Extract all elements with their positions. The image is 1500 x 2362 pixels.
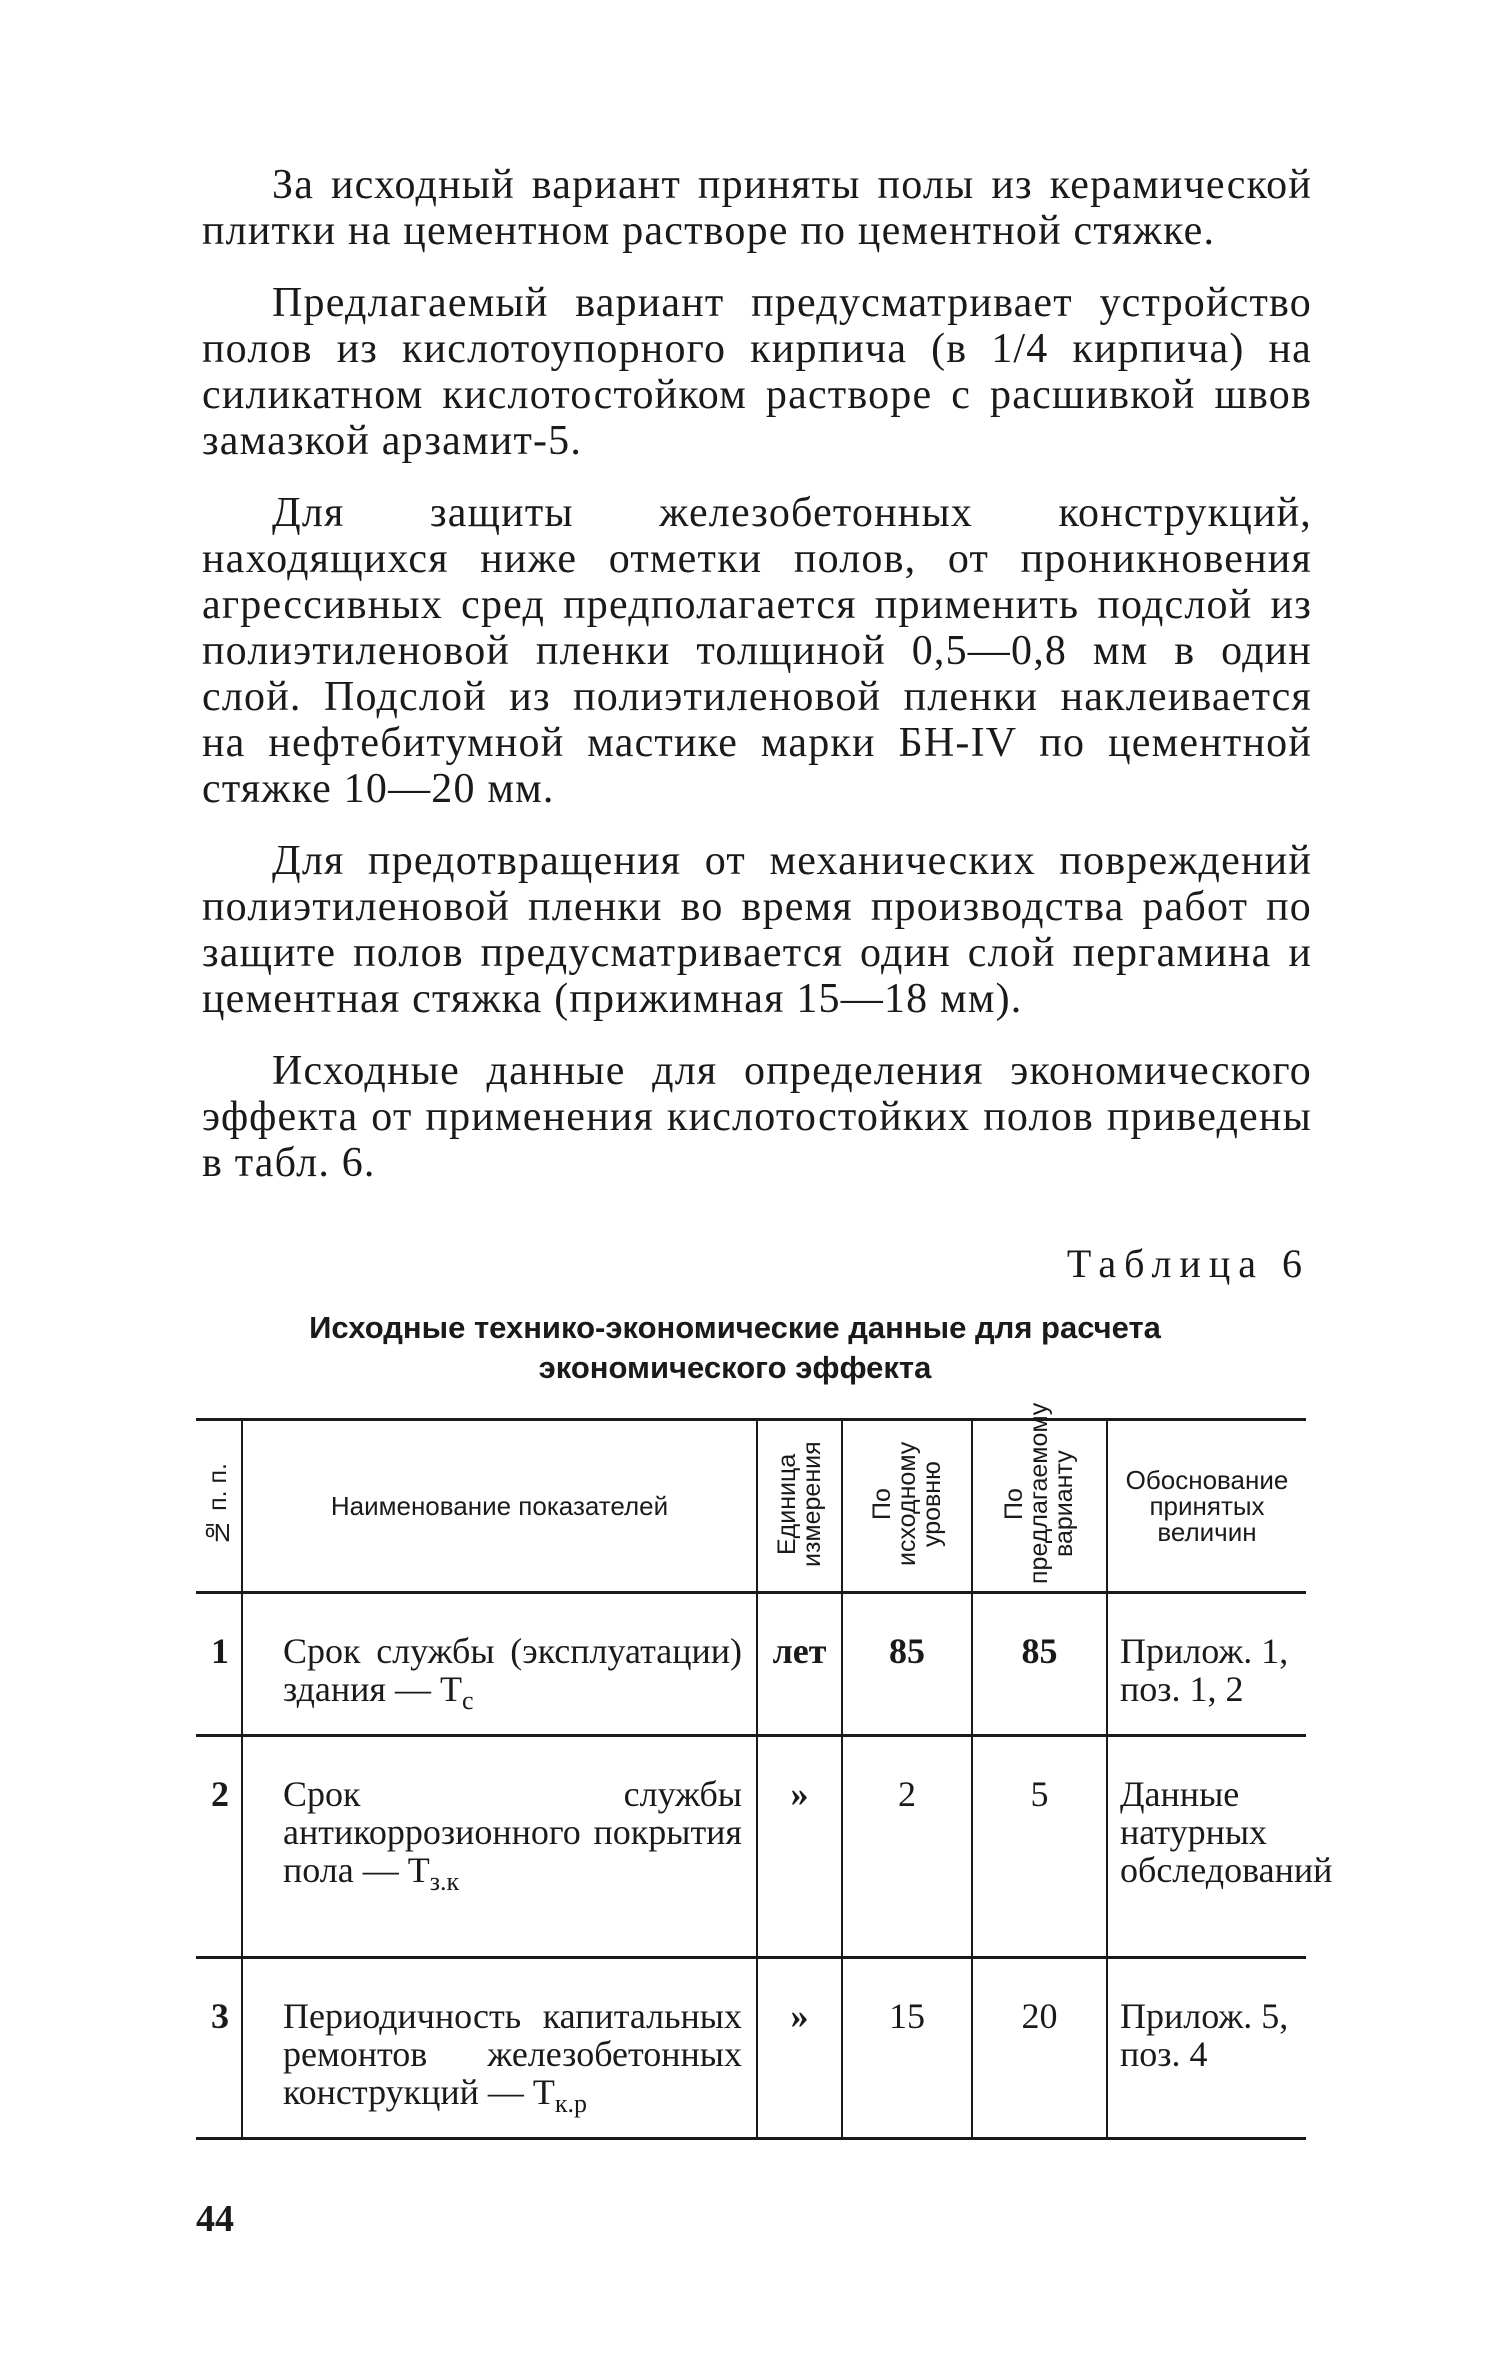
paragraph-3: Для защиты железобетонных конструкций, находящихся ниже отметки полов, от проникновения агрессивных сред предполагается применить подслой из полиэтиленовой пленки толщиной 0,5—0,8 мм в один слой. Подслой из полиэтиленовой пленки наклеивается на нефтебитумной мастике марки БН-IV по цементной стяжке 10—20 мм. (202, 490, 1312, 812)
row-unit: лет (757, 1593, 842, 1736)
paragraph-2: Предлагаемый вариант предусматривает устройство полов из кислотоупорного кирпича (в 1/4 кирпича) на силикатном кислотостойком растворе с расшивкой швов замазкой арзамит-5. (202, 280, 1312, 464)
data-table (196, 1402, 1333, 2140)
table-title: Исходные технико-экономические данные для расчета экономического эффекта (309, 1310, 1161, 1385)
row-base-value: 85 (842, 1593, 972, 1736)
page-number: 44 (196, 2198, 234, 2240)
header-num: № п. п. (196, 1420, 242, 1593)
row-name: Периодичность капитальных ремонтов железобетонных конструкций — $T_{к.р}$ (242, 1958, 757, 2139)
table-row (196, 1736, 1306, 1958)
row-proposed-value: 5 (972, 1736, 1107, 1958)
row-name: Срок службы (эксплуатации) здания — $T_с$ (242, 1593, 757, 1736)
paragraph-1: За исходный вариант приняты полы из керамической плитки на цементном растворе по цементной стяжке. (202, 162, 1312, 254)
row-unit: » (757, 1736, 842, 1958)
header-base: По исходному уровню (842, 1420, 972, 1593)
header-basis: Обоснование принятых величин (1107, 1420, 1306, 1593)
row-name: Срок службы антикоррозионного покрытия пола — $T_{з.к}$ (242, 1736, 757, 1958)
header-name: Наименование показателей (242, 1420, 757, 1593)
table-row (196, 1958, 1306, 2139)
row-basis: Прилож. 5, поз. 4 (1107, 1958, 1306, 2139)
row-base-value: 2 (842, 1736, 972, 1958)
row-proposed-value: 85 (972, 1593, 1107, 1736)
table-header-row (196, 1420, 1306, 1593)
paragraph-4: Для предотвращения от механических повреждений полиэтиленовой пленки во время производства работ по защите полов предусматривается один слой пергамина и цементная стяжка (прижимная 15—18 мм). (202, 838, 1312, 1022)
body-text (202, 162, 1312, 1212)
row-num: 2 (196, 1736, 242, 1958)
header-unit: Единица измерения (757, 1420, 842, 1593)
row-proposed-value: 20 (972, 1958, 1107, 2139)
row-basis: Данные натурных обследований (1107, 1736, 1306, 1958)
paragraph-5: Исходные данные для определения экономического эффекта от применения кислотостойких полов приведены в табл. 6. (202, 1048, 1312, 1186)
table-label: Таблица 6 (1066, 1241, 1310, 1286)
header-proposed: По предлагаемому варианту (972, 1420, 1107, 1593)
row-unit: » (757, 1958, 842, 2139)
row-num: 3 (196, 1958, 242, 2139)
row-num: 1 (196, 1593, 242, 1736)
row-basis: Прилож. 1, поз. 1, 2 (1107, 1593, 1306, 1736)
table-row (196, 1593, 1306, 1736)
row-base-value: 15 (842, 1958, 972, 2139)
